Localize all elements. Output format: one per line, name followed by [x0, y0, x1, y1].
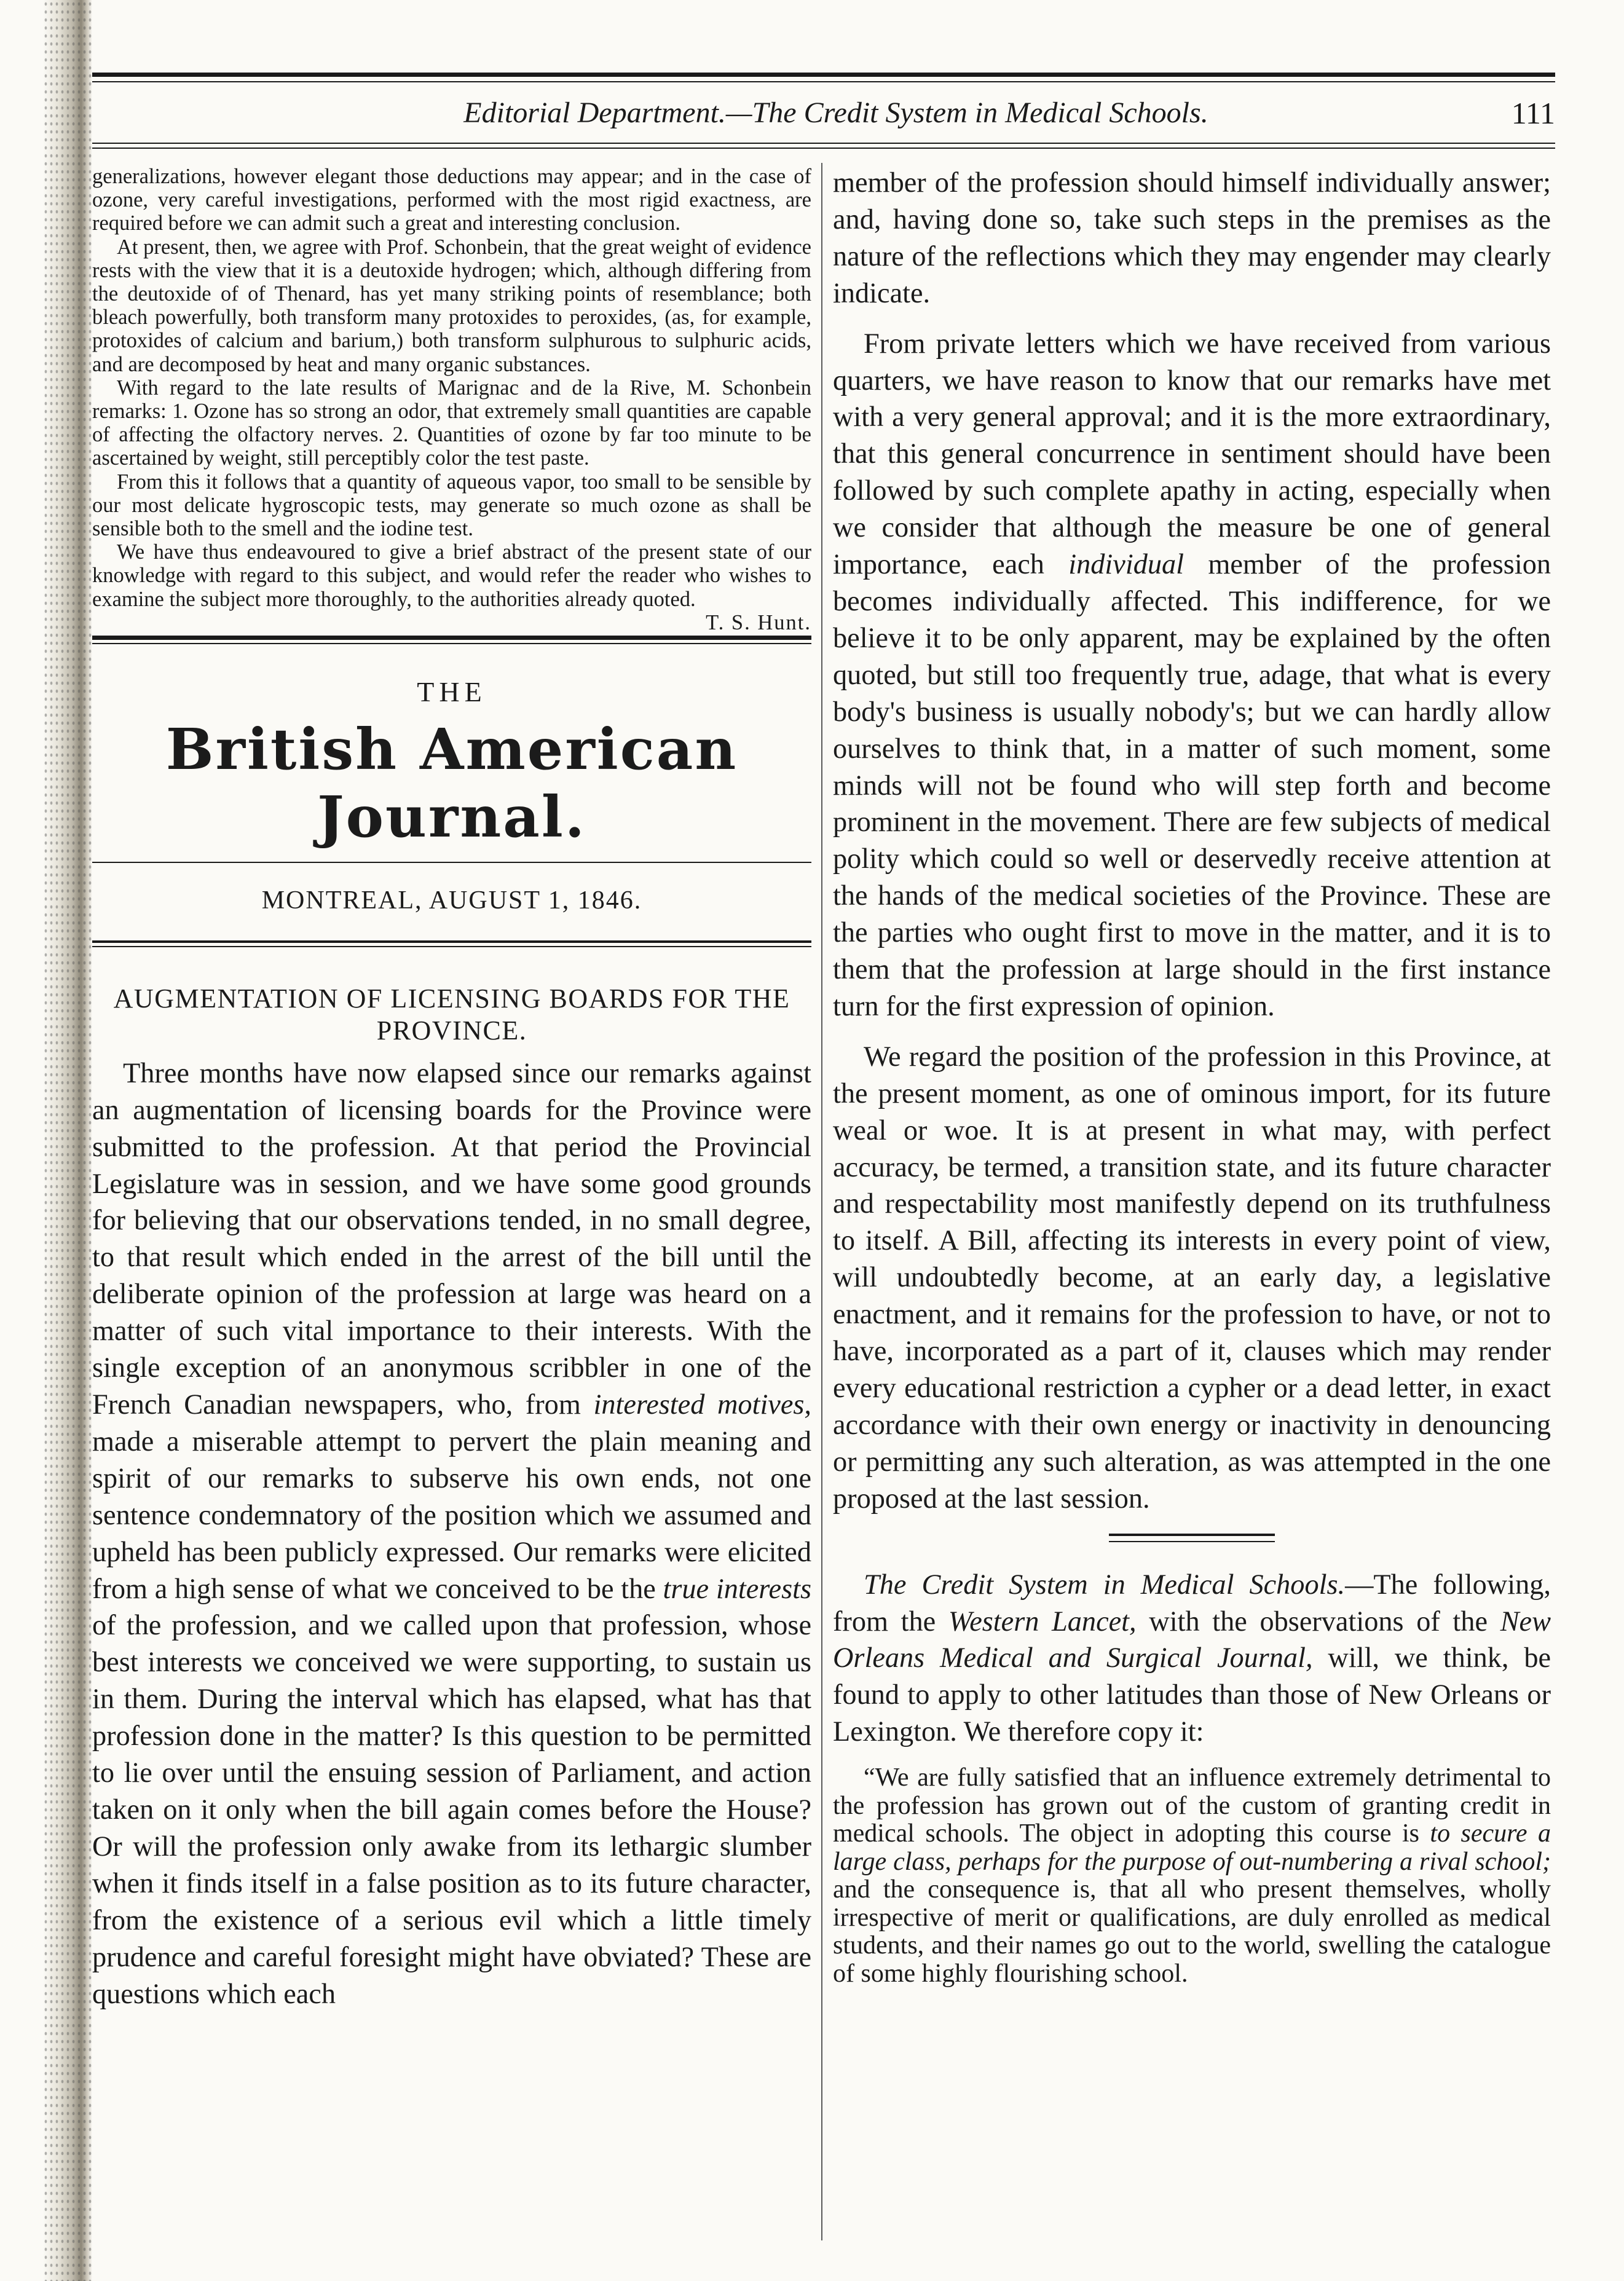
credit-text: with the observations of the	[1149, 1605, 1488, 1637]
ozone-paragraph: From this it follows that a quantity of aqueous vapor, too small to be sensible by our most delicate hygroscopic tests, may generate so much ozone as shall be sensible both to the smell and the iodine test.	[92, 470, 811, 541]
article-text: of the profession, and we called upon that profession, whose best interests we conceived we were supporting, to sustain us in them. During the interval which has elapsed, what has that profession done in the matter? Is this question to be permitted to lie over until the ensuing session of Parliament, and action taken on it only when the bill again comes before the House? Or will the profession only awake from its lethargic slumber when it finds itself in a false position as to its future character, from the existence of a serious evil which a little timely prudence and careful foresight might have obviated? These are questions which each	[92, 1610, 811, 2010]
article-paragraph: We regard the position of the profession in this Province, at the present moment, as one of ominous import, for its future weal or woe. It is at present in what may, with perfect accuracy, be termed, a transition state, and its future character and respectability most manifestly depend on its truthfulness to itself. A Bill, affecting its interests in every point of view, will undoubtedly become, at an early day, a legislative enactment, and it remains for the profession to have, or not to have, incorporated as a part of it, clauses which may render every educational restriction a cypher or a dead letter, in exact accordance with their own energy or inactivity in denouncing or permitting any such alteration, as was attempted in the one proposed at the last session.	[833, 1041, 1551, 1515]
ozone-paragraph: generalizations, however elegant those deductions may appear; and in the case of ozone, very careful investigations, performed with the most rigid exactness, are required before we can admit such a great and interesting conclusion.	[92, 165, 811, 235]
section-rule-thick	[1109, 1534, 1275, 1536]
credit-emphasis: Western Lancet,	[948, 1605, 1137, 1637]
credit-emphasis: New Orleans Medical and Surgical Journal,	[833, 1605, 1551, 1674]
article-emphasis: interested motives,	[593, 1389, 811, 1421]
top-rule-thin	[92, 81, 1555, 82]
top-rule-thick	[92, 73, 1555, 77]
binding-texture	[43, 0, 92, 2281]
credit-system-intro	[833, 1567, 1551, 1751]
left-column	[92, 165, 811, 2012]
article-text: member of the profession becomes individually affected. This indifference, for we believe it to be only apparent, may be explained by the often quoted, but still too frequently true, adage, that what is every body's business is usually nobody's; but we can hardly allow ourselves to think that, in a matter of such moment, some minds will not be found who will step forth and become prominent in the movement. There are few subjects of medical polity which could so well or deservedly receive attention at the hands of the medical societies of the Province. These are the parties who ought first to move in the matter, and it is to them that the profession at large should in the first instance turn for the first expression of opinion.	[833, 549, 1551, 1022]
header-rule-2	[92, 148, 1555, 149]
article-paragraph	[92, 1055, 811, 2013]
dateline-rule	[92, 940, 811, 943]
article-text: Three months have now elapsed since our remarks against an augmentation of licensing boards for the Province were submitted to the profession. At that period the Provincial Legislature was in session, and we have some good grounds for believing that our observations tended, in no small degree, to that result which ended in the arrest of the bill until the deliberate opinion of the profession at large was heard on a matter of such vital importance to their interests. With the single exception of an anonymous scribbler in one of the French Canadian newspapers, who, from	[92, 1057, 811, 1421]
section-rule-thin	[1109, 1541, 1275, 1542]
column-separator	[821, 163, 822, 2240]
running-head	[92, 93, 1555, 133]
article-continuation	[833, 165, 1551, 1518]
article-paragraph: member of the profession should himself individually answer; and, having done so, take such steps in the premises as the nature of the reflections which they may engender may clearly indicate.	[833, 167, 1551, 309]
page-number: 111	[1511, 96, 1555, 130]
masthead-rule-mid	[92, 862, 811, 863]
article-body	[92, 1055, 811, 2013]
dateline: MONTREAL, AUGUST 1, 1846.	[261, 886, 642, 915]
ozone-article-end	[92, 165, 811, 634]
credit-intro-paragraph	[833, 1567, 1551, 1751]
quote-text: and the consequence is, that all who present themselves, wholly irrespective of merit or qualifications, are duly enrolled as medical students, and their names go out to the world, swelling the catalogue of some highly flourishing school.	[833, 1875, 1551, 1988]
running-title: Editorial Department.—The Credit System in Medical Schools.	[463, 97, 1208, 129]
ozone-paragraph: With regard to the late results of Marignac and de la Rive, M. Schonbein remarks: 1. Ozone has so strong an odor, that extremely small quantities are capable of affecting the olfactory nerves. 2. Quantities of ozone by far too minute to be ascertained by weight, still perceptibly color the test paste.	[92, 376, 811, 470]
ozone-closing-paragraph	[92, 540, 811, 634]
article-text: made a miserable attempt to pervert the plain meaning and spirit of our remarks to subserve his own ends, not one sentence condemnatory of the position which we assumed and upheld has been publicly expressed. Our remarks were elicited from a high sense of what we conceived to be the	[92, 1425, 811, 1605]
closing-text: We have thus endeavoured to give a brief abstract of the present state of our knowledge with regard to this subject, and would refer the reader who wishes to examine the subject more thoroughly, to the authorities already quoted.	[92, 540, 811, 611]
dateline-rule-thin	[92, 946, 811, 947]
author-signature: T. S. Hunt.	[706, 610, 811, 634]
masthead-rule-top	[92, 636, 811, 640]
quote-emphasis: to secure a large class, perhaps for the purpose of out-numbering a rival school;	[833, 1819, 1551, 1876]
credit-title: The Credit System in Medical Schools.	[864, 1569, 1346, 1601]
article-heading: AUGMENTATION OF LICENSING BOARDS FOR THE PROVINCE.	[113, 983, 790, 1046]
article-emphasis: individual	[1068, 549, 1184, 581]
masthead-rule-top-thin	[92, 643, 811, 644]
masthead-title: British American Journal.	[165, 715, 738, 850]
credit-text: —The following, from the	[833, 1569, 1551, 1637]
article-emphasis: true interests	[663, 1573, 811, 1605]
article-paragraph	[833, 326, 1551, 1025]
right-column	[833, 165, 1551, 1988]
article-text: From private letters which we have received from various quarters, we have reason to know that our remarks have met with a very general approval; and it is the more extraordinary, that this general concurrence in sentiment should have been followed by such complete apathy in acting, especially when we consider that although the measure be one of general importance, each	[833, 328, 1551, 581]
header-rule-1	[92, 143, 1555, 144]
ozone-paragraph: At present, then, we agree with Prof. Schonbein, that the great weight of evidence rests with the view that it is a deutoxide hydrogen; which, although differing from the deutoxide of of Thenard, has yet many striking points of resemblance; both bleach powerfully, both transform many protoxides to peroxides, (as, for example, protoxides of calcium and barium,) both transform sulphurous to sulphuric acids, and are decomposed by heat and many organic substances.	[92, 235, 811, 376]
quoted-passage	[833, 1764, 1551, 1988]
masthead-the: THE	[417, 676, 487, 707]
credit-text: will, we think, be found to apply to other latitudes than those of New Orleans or Lexington. We therefore copy it:	[833, 1642, 1551, 1748]
quote-paragraph	[833, 1764, 1551, 1988]
quote-text: “We are fully satisfied that an influence extremely detrimental to the profession has grown out of the custom of granting credit in medical schools. The object in adopting this course is	[833, 1763, 1551, 1848]
